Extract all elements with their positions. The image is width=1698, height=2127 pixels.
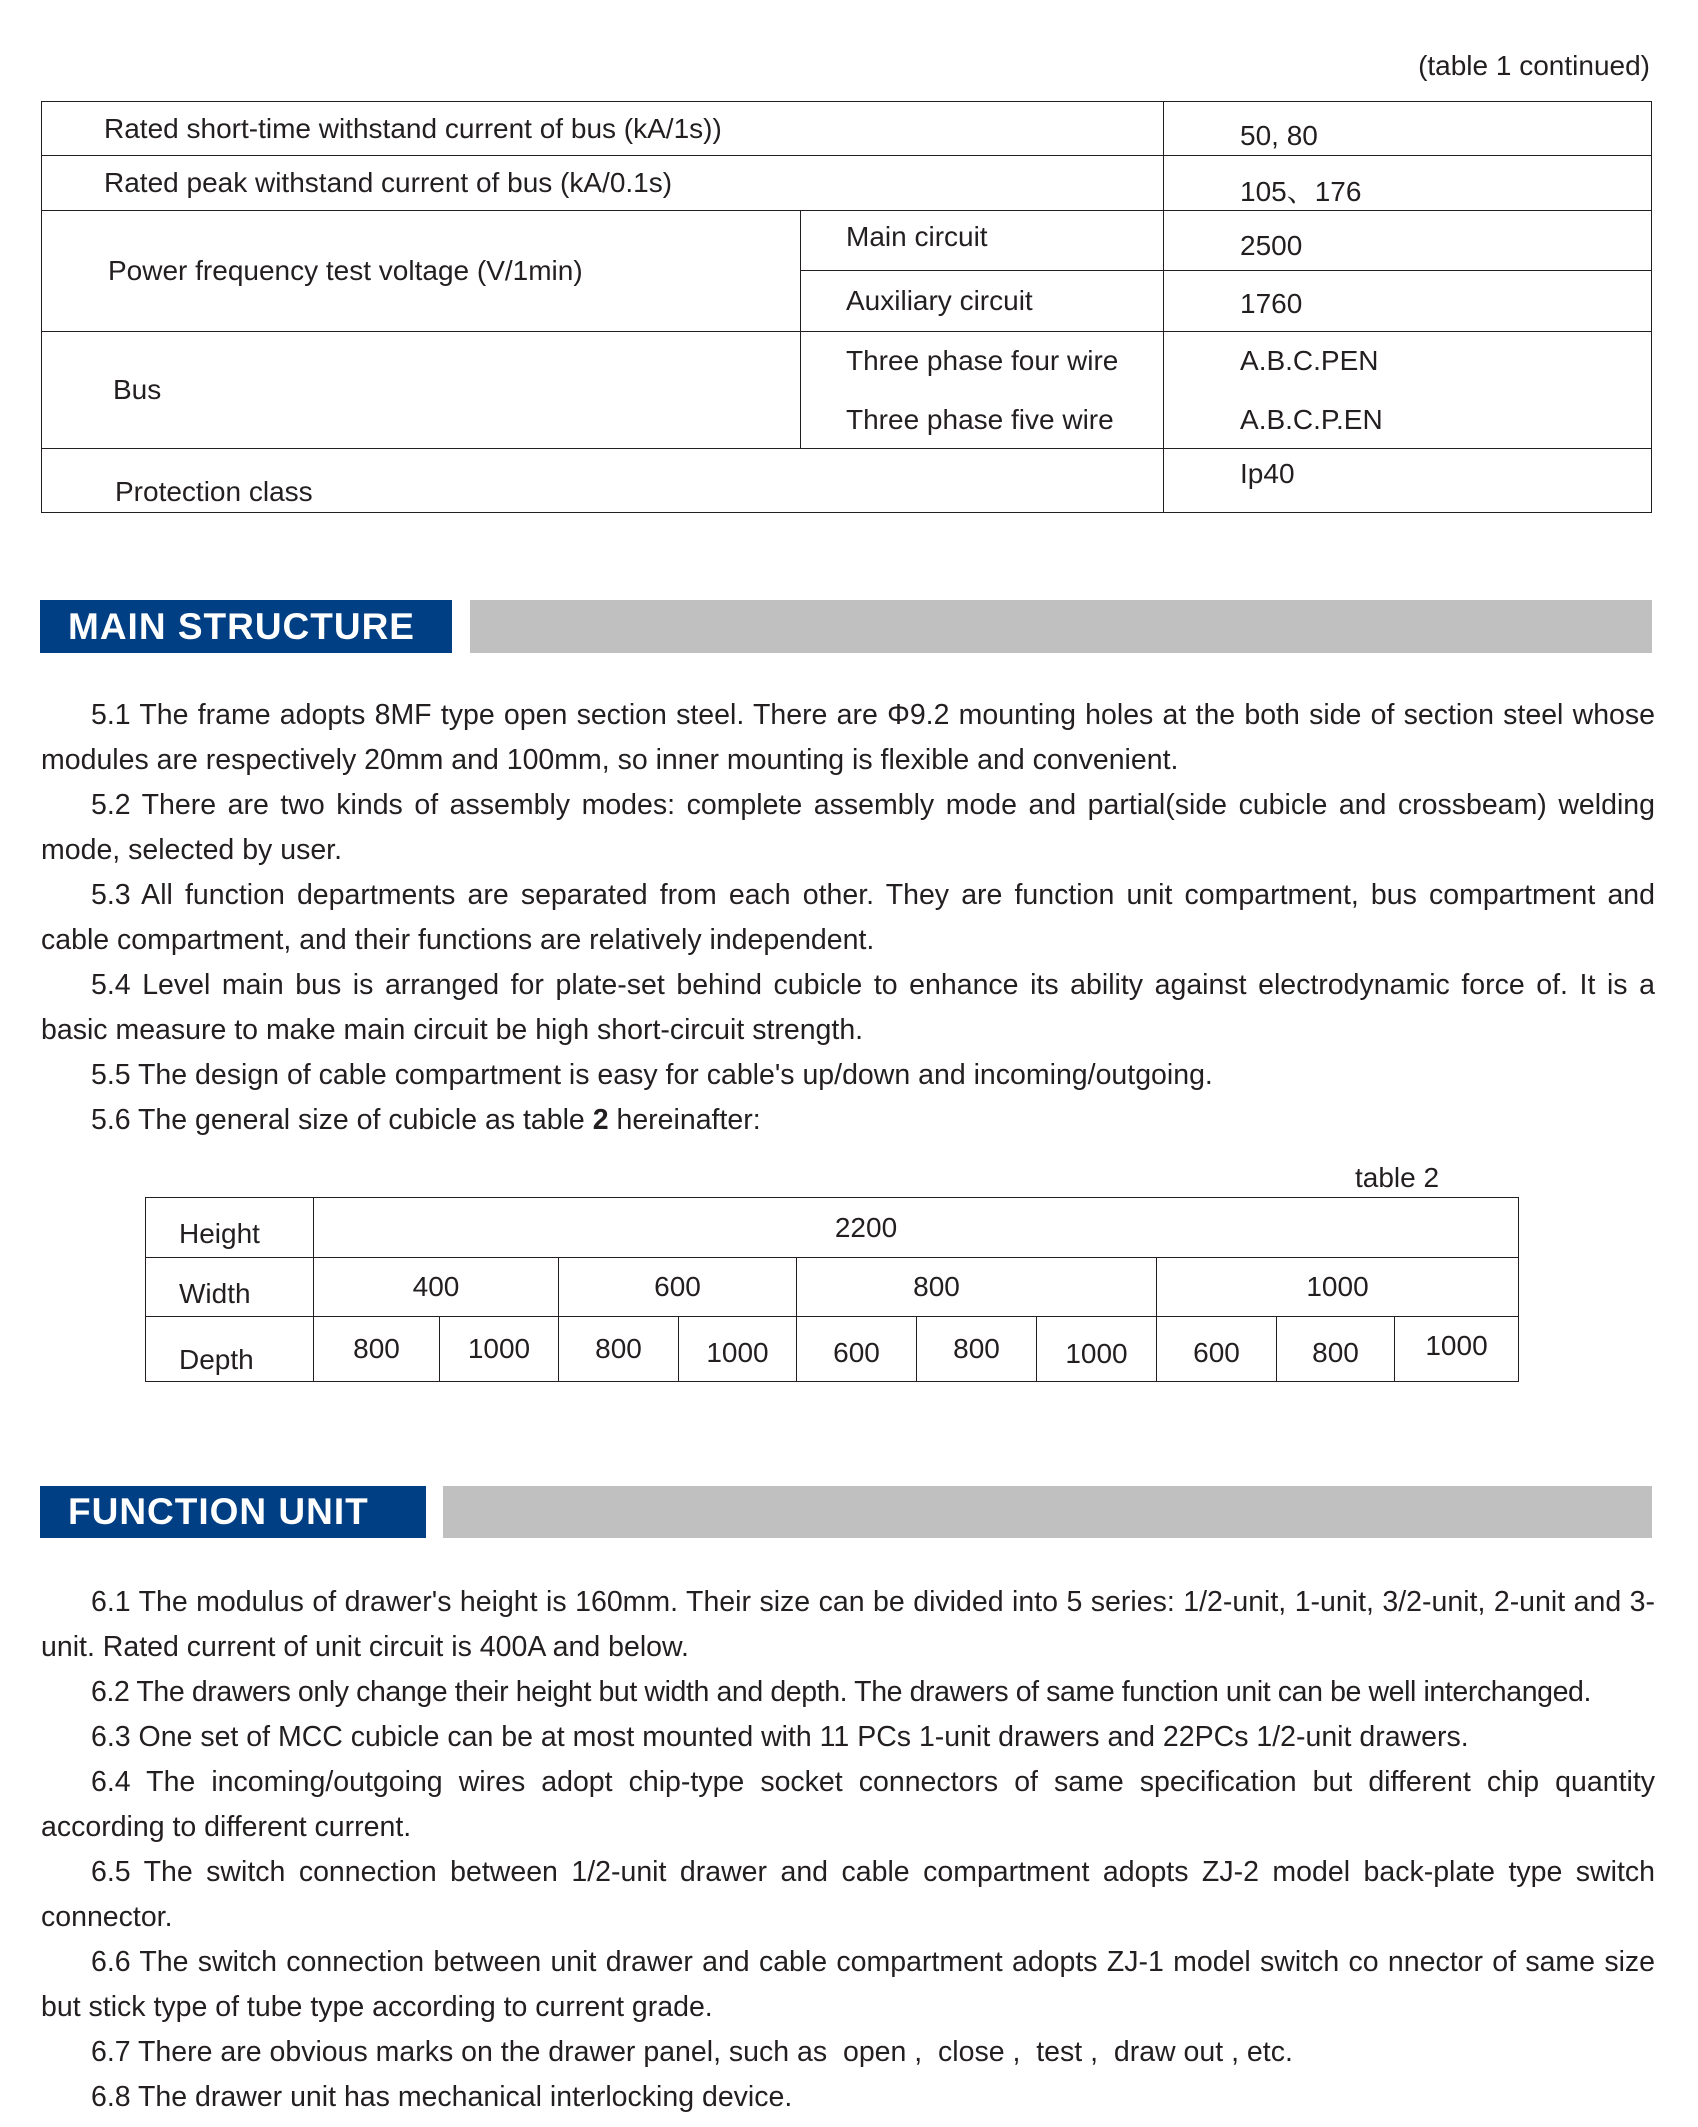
depth-value: 800 — [595, 1333, 642, 1364]
sub-label: Three phase four wire — [846, 344, 1119, 376]
sub-label: Auxiliary circuit — [846, 285, 1033, 316]
section-header-function-unit — [40, 1486, 426, 1538]
row-label: Protection class — [115, 475, 313, 507]
table2-caption: table 2 — [1355, 1162, 1440, 1193]
paragraph: 6.5 The switch connection between 1/2-unit drawer and cable compartment adopts ZJ-2 model back-plate type switch connector. — [41, 1856, 1655, 1933]
paragraph: 5.2 There are two kinds of assembly modes: complete assembly mode and partial(side cubicle and crossbeam) welding mode, selected by user. — [41, 789, 1655, 866]
table-row — [42, 449, 1652, 513]
row-label: Power frequency test voltage (V/1min) — [108, 255, 583, 286]
paragraph — [41, 1098, 1655, 1143]
width-value: 1000 — [1306, 1271, 1369, 1302]
table-row — [42, 102, 1652, 156]
depth-value: 800 — [1312, 1337, 1359, 1368]
section-header-main-structure — [40, 600, 452, 653]
sub-value: A.B.C.P.EN — [1240, 403, 1383, 435]
depth-value: 1000 — [1425, 1330, 1488, 1361]
section-title: FUNCTION UNIT — [68, 1491, 369, 1532]
paragraph: 6.7 There are obvious marks on the drawer panel, such as open , close , test , draw out , etc. — [91, 2036, 1293, 2068]
paragraph: 5.1 The frame adopts 8MF type open section steel. There are Φ9.2 mounting holes at the both side of section steel whose modules are respectively 20mm and 100mm, so inner mounting is flexible and convenient. — [41, 699, 1655, 776]
sub-label: Main circuit — [846, 220, 988, 252]
depth-value: 600 — [1193, 1337, 1240, 1368]
paragraph-text: hereinafter: — [608, 1104, 761, 1136]
depth-value: 1000 — [706, 1337, 769, 1368]
table1-caption: (table 1 continued) — [1418, 50, 1650, 81]
sub-value: A.B.C.PEN — [1240, 344, 1379, 376]
sub-value: 1760 — [1240, 288, 1303, 319]
header-bar — [443, 1486, 1652, 1538]
table-row — [42, 332, 1652, 449]
sub-value: 2500 — [1240, 229, 1303, 261]
row-label: Rated short-time withstand current of bus (kA/1s)) — [104, 112, 722, 144]
depth-value: 1000 — [1065, 1338, 1128, 1369]
table1 — [41, 101, 1652, 513]
row-value: 50, 80 — [1240, 119, 1318, 151]
paragraph: 6.2 The drawers only change their height but width and depth. The drawers of same function unit can be well interchanged. — [91, 1676, 1592, 1708]
depth-value: 800 — [353, 1333, 400, 1364]
table-row — [146, 1258, 1519, 1317]
table-row — [146, 1198, 1519, 1258]
paragraph: 5.3 All function departments are separated from each other. They are function unit compartment, bus compartment and cable compartment, and their functions are relatively independent. — [41, 879, 1655, 956]
paragraph: 6.3 One set of MCC cubicle can be at most mounted with 11 PCs 1-unit drawers and 22PCs 1/2-unit drawers. — [91, 1721, 1469, 1753]
table-reference: 2 — [592, 1104, 609, 1136]
table-row — [146, 1317, 1519, 1382]
width-value: 400 — [412, 1271, 460, 1302]
table2 — [145, 1197, 1519, 1382]
section-title: MAIN STRUCTURE — [68, 605, 415, 647]
row-label: Width — [179, 1278, 251, 1309]
height-value: 2200 — [834, 1211, 898, 1243]
paragraph-text: 5.6 The general size of cubicle as table — [91, 1104, 593, 1136]
header-bar — [470, 600, 1652, 653]
depth-value: 1000 — [467, 1333, 531, 1364]
function-unit-text — [41, 1580, 1655, 2120]
row-label: Height — [179, 1217, 260, 1249]
width-value: 800 — [913, 1271, 960, 1302]
row-value: Ip40 — [1240, 457, 1295, 489]
width-value: 600 — [654, 1271, 701, 1302]
depth-value: 800 — [953, 1333, 1000, 1364]
depth-value: 600 — [833, 1337, 880, 1368]
paragraph: 5.5 The design of cable compartment is easy for cable's up/down and incoming/outgoing. — [91, 1059, 1213, 1091]
sub-label: Three phase five wire — [846, 403, 1114, 435]
row-label: Depth — [179, 1344, 254, 1375]
paragraph: 5.4 Level main bus is arranged for plate-set behind cubicle to enhance its ability against electrodynamic force of. It is a basic measure to make main circuit be high short-circuit strength. — [41, 969, 1655, 1046]
table-row — [42, 211, 1652, 271]
paragraph: 6.6 The switch connection between unit drawer and cable compartment adopts ZJ-1 model switch co nnector of same size but stick type of tube type according to current grade. — [41, 1946, 1655, 2023]
row-label: Rated peak withstand current of bus (kA/0.1s) — [104, 167, 673, 198]
main-structure-text — [41, 693, 1655, 1143]
paragraph: 6.1 The modulus of drawer's height is 160mm. Their size can be divided into 5 series: 1/2-unit, 1-unit, 3/2-unit, 2-unit and 3-unit. Rated current of unit circuit is 400A and below. — [41, 1586, 1655, 1663]
table-row — [42, 156, 1652, 211]
row-label: Bus — [113, 374, 162, 405]
paragraph: 6.8 The drawer unit has mechanical interlocking device. — [91, 2081, 793, 2113]
paragraph: 6.4 The incoming/outgoing wires adopt chip-type socket connectors of same specification but different chip quantity according to different current. — [41, 1766, 1655, 1843]
row-value: 105、176 — [1240, 176, 1362, 207]
